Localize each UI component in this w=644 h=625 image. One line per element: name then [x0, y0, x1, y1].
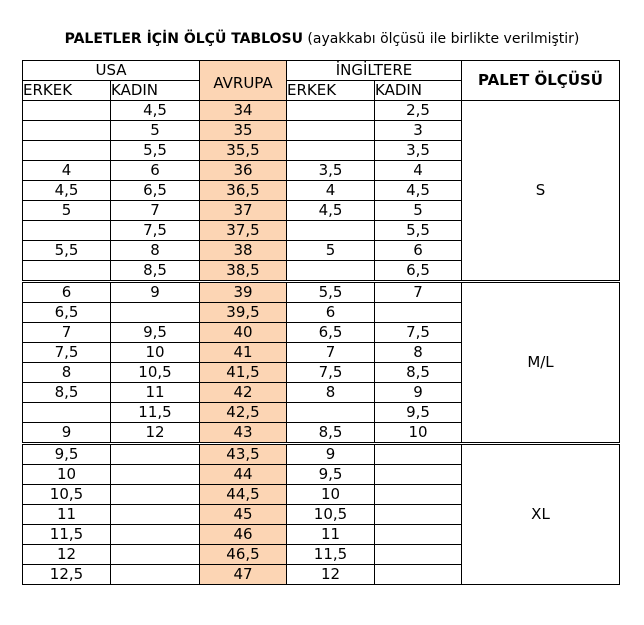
cell-usa-women: 10,5 [111, 363, 200, 383]
cell-uk-women: 7,5 [375, 323, 462, 343]
table-row [23, 101, 620, 121]
cell-uk-men: 12 [287, 565, 375, 585]
cell-usa-women [111, 505, 200, 525]
cell-uk-women: 8,5 [375, 363, 462, 383]
cell-europe: 36 [200, 161, 287, 181]
cell-usa-men: 10 [23, 465, 111, 485]
cell-usa-men: 10,5 [23, 485, 111, 505]
cell-usa-men: 9,5 [23, 444, 111, 465]
cell-uk-men: 10 [287, 485, 375, 505]
page-title [0, 31, 644, 47]
cell-uk-women: 3 [375, 121, 462, 141]
cell-usa-men: 7,5 [23, 343, 111, 363]
cell-usa-women [111, 465, 200, 485]
cell-europe: 42 [200, 383, 287, 403]
cell-uk-men: 9,5 [287, 465, 375, 485]
cell-uk-men: 7 [287, 343, 375, 363]
cell-usa-men: 6 [23, 282, 111, 303]
cell-uk-men: 3,5 [287, 161, 375, 181]
cell-uk-men: 11,5 [287, 545, 375, 565]
cell-uk-men: 5 [287, 241, 375, 261]
cell-uk-men [287, 221, 375, 241]
cell-usa-women: 9,5 [111, 323, 200, 343]
cell-uk-women [375, 485, 462, 505]
cell-usa-men: 4 [23, 161, 111, 181]
title-main: PALETLER İÇİN ÖLÇÜ TABLOSU [64, 31, 303, 47]
cell-europe: 36,5 [200, 181, 287, 201]
cell-europe: 41,5 [200, 363, 287, 383]
cell-uk-men [287, 261, 375, 282]
cell-usa-women: 11,5 [111, 403, 200, 423]
cell-uk-men: 6,5 [287, 323, 375, 343]
cell-uk-men [287, 141, 375, 161]
cell-europe: 39,5 [200, 303, 287, 323]
cell-usa-women: 5 [111, 121, 200, 141]
cell-europe: 41 [200, 343, 287, 363]
cell-usa-men [23, 221, 111, 241]
cell-europe: 38 [200, 241, 287, 261]
cell-uk-men: 4,5 [287, 201, 375, 221]
cell-usa-men: 4,5 [23, 181, 111, 201]
header-palet-size: PALET ÖLÇÜSÜ [462, 61, 620, 101]
cell-uk-women: 2,5 [375, 101, 462, 121]
cell-uk-women [375, 525, 462, 545]
table-row [23, 282, 620, 303]
palet-size-1: M/L [462, 282, 620, 444]
cell-europe: 45 [200, 505, 287, 525]
cell-usa-women [111, 565, 200, 585]
cell-europe: 37,5 [200, 221, 287, 241]
cell-uk-women [375, 444, 462, 465]
cell-usa-men: 6,5 [23, 303, 111, 323]
cell-uk-women: 5 [375, 201, 462, 221]
cell-europe: 35 [200, 121, 287, 141]
cell-uk-women: 3,5 [375, 141, 462, 161]
cell-usa-men: 12,5 [23, 565, 111, 585]
cell-usa-men: 5,5 [23, 241, 111, 261]
cell-uk-women: 6,5 [375, 261, 462, 282]
cell-usa-women [111, 485, 200, 505]
cell-uk-women: 7 [375, 282, 462, 303]
header-usa-women: KADIN [111, 81, 200, 101]
title-subtitle: (ayakkabı ölçüsü ile birlikte verilmiştir) [307, 31, 580, 47]
cell-uk-men: 8 [287, 383, 375, 403]
cell-usa-men: 11,5 [23, 525, 111, 545]
cell-usa-men: 7 [23, 323, 111, 343]
cell-usa-men [23, 261, 111, 282]
cell-europe: 44 [200, 465, 287, 485]
cell-usa-women: 11 [111, 383, 200, 403]
cell-uk-women: 6 [375, 241, 462, 261]
cell-usa-men: 8 [23, 363, 111, 383]
cell-usa-women: 8 [111, 241, 200, 261]
cell-usa-women: 4,5 [111, 101, 200, 121]
cell-usa-men [23, 141, 111, 161]
cell-europe: 44,5 [200, 485, 287, 505]
cell-usa-men: 8,5 [23, 383, 111, 403]
cell-usa-women: 9 [111, 282, 200, 303]
cell-usa-women: 6 [111, 161, 200, 181]
cell-europe: 38,5 [200, 261, 287, 282]
cell-uk-women [375, 465, 462, 485]
cell-uk-women: 8 [375, 343, 462, 363]
cell-europe: 37 [200, 201, 287, 221]
header-usa: USA [23, 61, 200, 81]
header-uk-women: KADIN [375, 81, 462, 101]
cell-uk-women: 9,5 [375, 403, 462, 423]
cell-uk-women [375, 565, 462, 585]
palet-size-0: S [462, 101, 620, 282]
cell-europe: 34 [200, 101, 287, 121]
cell-uk-women: 4,5 [375, 181, 462, 201]
header-europe: AVRUPA [200, 61, 287, 101]
cell-usa-men [23, 101, 111, 121]
cell-uk-men [287, 121, 375, 141]
cell-usa-men: 12 [23, 545, 111, 565]
cell-usa-women: 8,5 [111, 261, 200, 282]
cell-uk-men: 10,5 [287, 505, 375, 525]
cell-usa-women: 7,5 [111, 221, 200, 241]
cell-europe: 47 [200, 565, 287, 585]
cell-usa-men: 9 [23, 423, 111, 444]
cell-uk-men: 7,5 [287, 363, 375, 383]
table-row [23, 444, 620, 465]
cell-europe: 43,5 [200, 444, 287, 465]
cell-usa-men: 5 [23, 201, 111, 221]
cell-usa-women: 7 [111, 201, 200, 221]
cell-usa-men: 11 [23, 505, 111, 525]
cell-uk-women [375, 505, 462, 525]
cell-europe: 35,5 [200, 141, 287, 161]
cell-usa-men [23, 403, 111, 423]
cell-usa-women: 5,5 [111, 141, 200, 161]
cell-uk-women: 4 [375, 161, 462, 181]
cell-uk-women: 5,5 [375, 221, 462, 241]
cell-uk-women [375, 303, 462, 323]
cell-uk-women [375, 545, 462, 565]
cell-europe: 40 [200, 323, 287, 343]
cell-uk-men: 5,5 [287, 282, 375, 303]
cell-europe: 42,5 [200, 403, 287, 423]
cell-uk-women: 9 [375, 383, 462, 403]
cell-europe: 46 [200, 525, 287, 545]
header-usa-men: ERKEK [23, 81, 111, 101]
palet-size-2: XL [462, 444, 620, 585]
cell-usa-women: 6,5 [111, 181, 200, 201]
header-uk: İNGİLTERE [287, 61, 462, 81]
cell-usa-men [23, 121, 111, 141]
cell-usa-women: 10 [111, 343, 200, 363]
cell-uk-men: 9 [287, 444, 375, 465]
cell-uk-men: 6 [287, 303, 375, 323]
size-table [22, 60, 620, 585]
header-uk-men: ERKEK [287, 81, 375, 101]
cell-uk-women: 10 [375, 423, 462, 444]
cell-uk-men: 11 [287, 525, 375, 545]
cell-usa-women [111, 525, 200, 545]
cell-uk-men: 4 [287, 181, 375, 201]
cell-uk-men: 8,5 [287, 423, 375, 444]
cell-europe: 46,5 [200, 545, 287, 565]
cell-europe: 43 [200, 423, 287, 444]
cell-usa-women: 12 [111, 423, 200, 444]
cell-usa-women [111, 545, 200, 565]
cell-europe: 39 [200, 282, 287, 303]
cell-uk-men [287, 101, 375, 121]
cell-uk-men [287, 403, 375, 423]
cell-usa-women [111, 444, 200, 465]
cell-usa-women [111, 303, 200, 323]
